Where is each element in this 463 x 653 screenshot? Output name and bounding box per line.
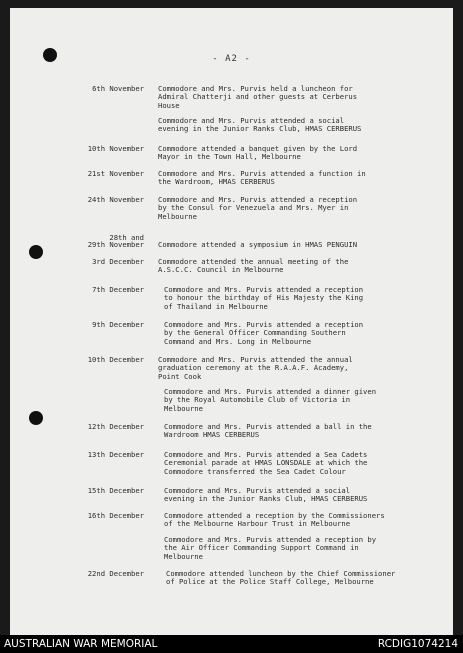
entry-date: 22nd December [87, 569, 144, 578]
entry-line: Melbourne [164, 403, 203, 413]
entry-text [164, 451, 367, 476]
entry-line: Commodore and Mrs. Purvis attended a social [164, 486, 351, 495]
punch-hole [29, 245, 43, 259]
entry-line: Commodore and Mrs. Purvis attended a reception [164, 285, 364, 294]
entry-line: Commodore and Mrs. Purvis attended a reception [164, 320, 364, 329]
entry-text [164, 321, 363, 346]
entry-line: the Wardroom, HMAS CERBERUS [158, 177, 275, 187]
entry-line: by the Consul for Venezuela and Mrs. Myer in [158, 203, 349, 213]
entry-line: graduation ceremony at the R.A.A.F. Academy, [158, 363, 349, 373]
entry-date: 16th December [87, 511, 144, 520]
entry-line: Commodore and Mrs. Purvis attended a social [158, 116, 345, 125]
entry-date: 15th December [87, 486, 144, 495]
entry-line: evening in the Junior Ranks Club, HMAS CERBERUS [158, 124, 362, 134]
entry-line: Commodore attended luncheon by the Chief Commissioner [166, 569, 396, 578]
entry-date: 10th November [87, 144, 144, 153]
entry-line: Commodore attended a reception by the Commissioners [164, 511, 385, 520]
entry-line: Commodore attended a banquet given by the Lord [158, 144, 358, 153]
entry-text [164, 423, 372, 440]
entry-line: Commodore and Mrs. Purvis attended the annual [158, 355, 353, 364]
entry-line: Commodore and Mrs. Purvis attended a reception by [164, 535, 377, 544]
entry-date: 28th and [109, 233, 144, 242]
entry-text [158, 241, 357, 249]
entry-text [164, 388, 376, 413]
entry-line: Commodore and Mrs. Purvis attended a ball in the [164, 422, 372, 431]
footer-id: RCDIG1074214 [377, 638, 458, 650]
entry-text [166, 570, 395, 587]
footer-source: AUSTRALIAN WAR MEMORIAL [4, 638, 158, 650]
entry-text [164, 286, 363, 311]
entry-line: Commodore transferred the Sea Cadet Colour [164, 466, 346, 476]
entry-date: 21st November [87, 169, 144, 178]
entry-date: 6th November [92, 84, 144, 93]
entry-line: of the Melbourne Harbour Trust in Melbourne [164, 519, 351, 529]
entry-line: by the General Officer Commanding Southern [164, 328, 346, 338]
entry-line: Melbourne [164, 551, 203, 561]
entry-line: Wardroom HMAS CERBERUS [164, 430, 260, 440]
entry-line: House [158, 100, 180, 110]
entry-line: Admiral Chatterji and other guests at Cerberus [158, 92, 358, 102]
entry-line: of Police at the Police Staff College, Melbourne [166, 577, 374, 587]
entry-date: 9th December [92, 320, 144, 329]
entry-line: Commodore attended the annual meeting of the [158, 257, 349, 266]
entry-line: Commodore and Mrs. Purvis attended a dinner given [164, 387, 377, 396]
entry-text [158, 196, 357, 221]
entry-date: 13th December [87, 450, 144, 459]
entry-line: by the Royal Automobile Club of Victoria in [164, 395, 351, 405]
punch-hole [29, 411, 43, 425]
page-number: - A2 - [212, 54, 251, 64]
entry-date: 7th December [92, 285, 144, 294]
entry-line: Command and Mrs. Long in Melbourne [164, 336, 312, 346]
entry-line: Commodore and Mrs. Purvis attended a reception [158, 195, 358, 204]
entry-line: of Thailand in Melbourne [164, 301, 268, 311]
entry-line: Melbourne [158, 211, 197, 221]
entry-text [158, 145, 357, 162]
footer-bar [0, 635, 463, 653]
entry-line: Commodore and Mrs. Purvis attended a function in [158, 169, 366, 178]
entry-date: 24th November [87, 195, 144, 204]
entry-line: A.S.C.C. Council in Melbourne [158, 265, 284, 275]
entry-text [164, 536, 376, 561]
entry-text [158, 170, 366, 187]
entry-text [158, 85, 357, 110]
entry-line: the Air Officer Commanding Support Command in [164, 543, 359, 553]
entry-line: to honour the birthday of His Majesty the King [164, 293, 364, 303]
entry-line: evening in the Junior Ranks Club, HMAS CERBERUS [164, 494, 368, 504]
entry-date: 3rd December [92, 257, 144, 266]
entry-line: Point Cook [158, 371, 202, 381]
entry-date: 12th December [87, 422, 144, 431]
entry-text [164, 487, 367, 504]
entry-date: 10th December [87, 355, 144, 364]
entry-line: Ceremonial parade at HMAS LONSDALE at which the [164, 458, 368, 468]
entry-text [158, 117, 361, 134]
entry-date: 29th November [87, 240, 144, 249]
entry-text [158, 356, 353, 381]
entry-text [158, 258, 348, 275]
entry-line: Commodore attended a symposium in HMAS PENGUIN [158, 240, 358, 249]
entry-line: Commodore and Mrs. Purvis attended a Sea Cadets [164, 450, 368, 459]
entry-text [164, 512, 385, 529]
entry-line: Commodore and Mrs. Purvis held a luncheon for [158, 84, 353, 93]
entry-line: Mayor in the Town Hall, Melbourne [158, 152, 301, 162]
